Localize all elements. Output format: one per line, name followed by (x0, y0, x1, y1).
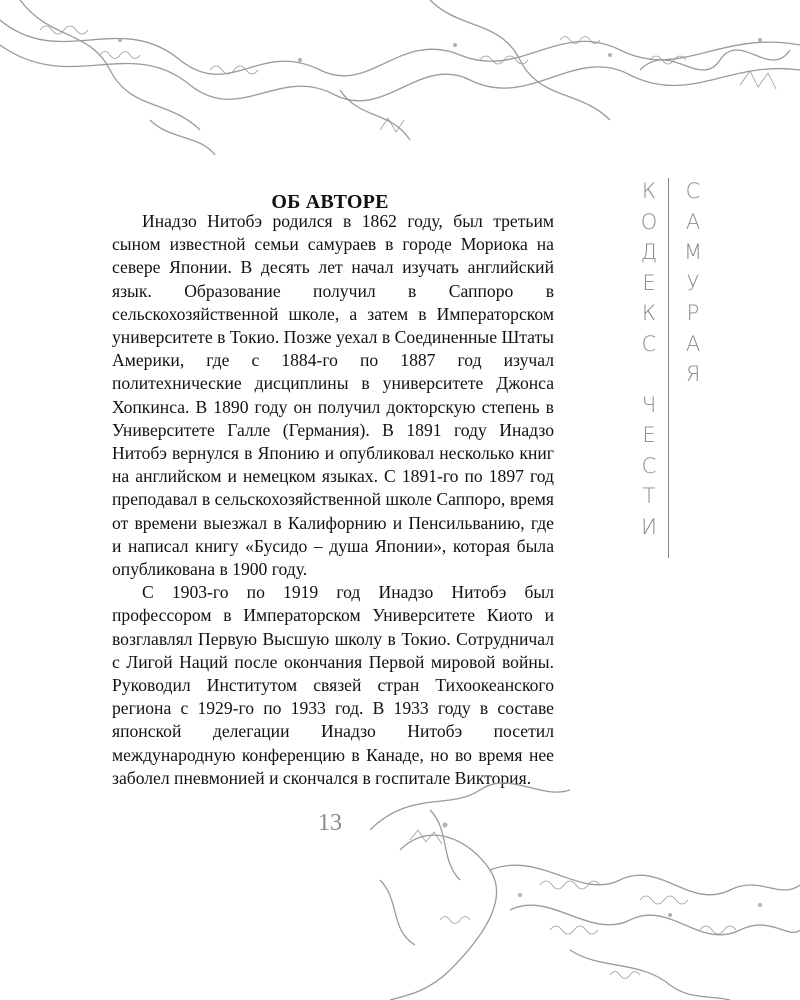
section-heading: ОБ АВТОРЕ (271, 191, 389, 214)
vertical-letter: С (641, 331, 657, 356)
dragon-ornament-top-icon (0, 0, 800, 160)
vertical-letter: А (685, 331, 701, 356)
vertical-letter: А (685, 209, 701, 234)
vertical-letter: Е (642, 423, 656, 447)
paragraph-2: С 1903-го по 1919 год Инадзо Нитобэ был профессором в Императорском Университете Киото и возглавлял Первую Высшую школу в Токио. Сотрудничал с Лигой Наций после окончания Первой мировой войны. Руководил Институтом связей стран Тихоокеанского региона с 1929-го по 1933 год. В 1933 году в составе японской делегации Инадзо Нитобэ посетил международную конференцию в Канаде, но во время нее заболел пневмонией и скончался в госпитале Виктория. (112, 582, 554, 788)
vertical-letter: О (640, 209, 658, 234)
vertical-letter: Т (642, 484, 656, 508)
page-number: 13 (318, 810, 342, 836)
vertical-letter: С (685, 179, 701, 203)
paragraph-1: Инадзо Нитобэ родился в 1862 году, был третьим сыном известной семьи самураев в городе Мориока на севере Японии. В десять лет начал изучать английский язык. Образование получил в Саппоро в сельскохозяйственной школе, а затем в Императорском университете в Токио. Позже уехал в Соединенные Штаты Америки, где с 1884-го по 1887 год изучал политехнические дисциплины в университете Джонса Хопкинса. В 1890 году он получил докторскую степень в Университете Галле (Германия). В 1891 году Инадзо Нитобэ вернулся в Японию и опубликовал несколько книг на английском и немецком языках. С 1891-го по 1897 год преподавал в сельскохозяйственной школе Саппоро, время от времени выезжал в Калифорнию и Пенсильванию, где и написал книгу «Бусидо – душа Японии», которая была опубликована в 1900 году. (112, 211, 554, 580)
vertical-letter: М (683, 240, 703, 264)
vertical-letter: Р (686, 301, 700, 325)
vertical-letter (636, 359, 662, 390)
vertical-letter: Е (642, 270, 656, 295)
vertical-letter: И (641, 514, 657, 539)
vertical-divider (668, 178, 669, 558)
dragon-ornament-bottom-icon (370, 770, 800, 1000)
vertical-letter: С (641, 453, 657, 478)
vertical-letter: Я (685, 362, 701, 386)
vertical-letter: К (641, 301, 657, 325)
vertical-letter: К (641, 179, 657, 203)
vertical-letter: У (686, 270, 700, 295)
vertical-title-kodeks-chesti (636, 176, 662, 542)
body-text (112, 210, 554, 790)
vertical-letter: Ч (641, 392, 657, 417)
vertical-letter: Д (640, 240, 658, 264)
vertical-title-samuraya (680, 176, 706, 390)
